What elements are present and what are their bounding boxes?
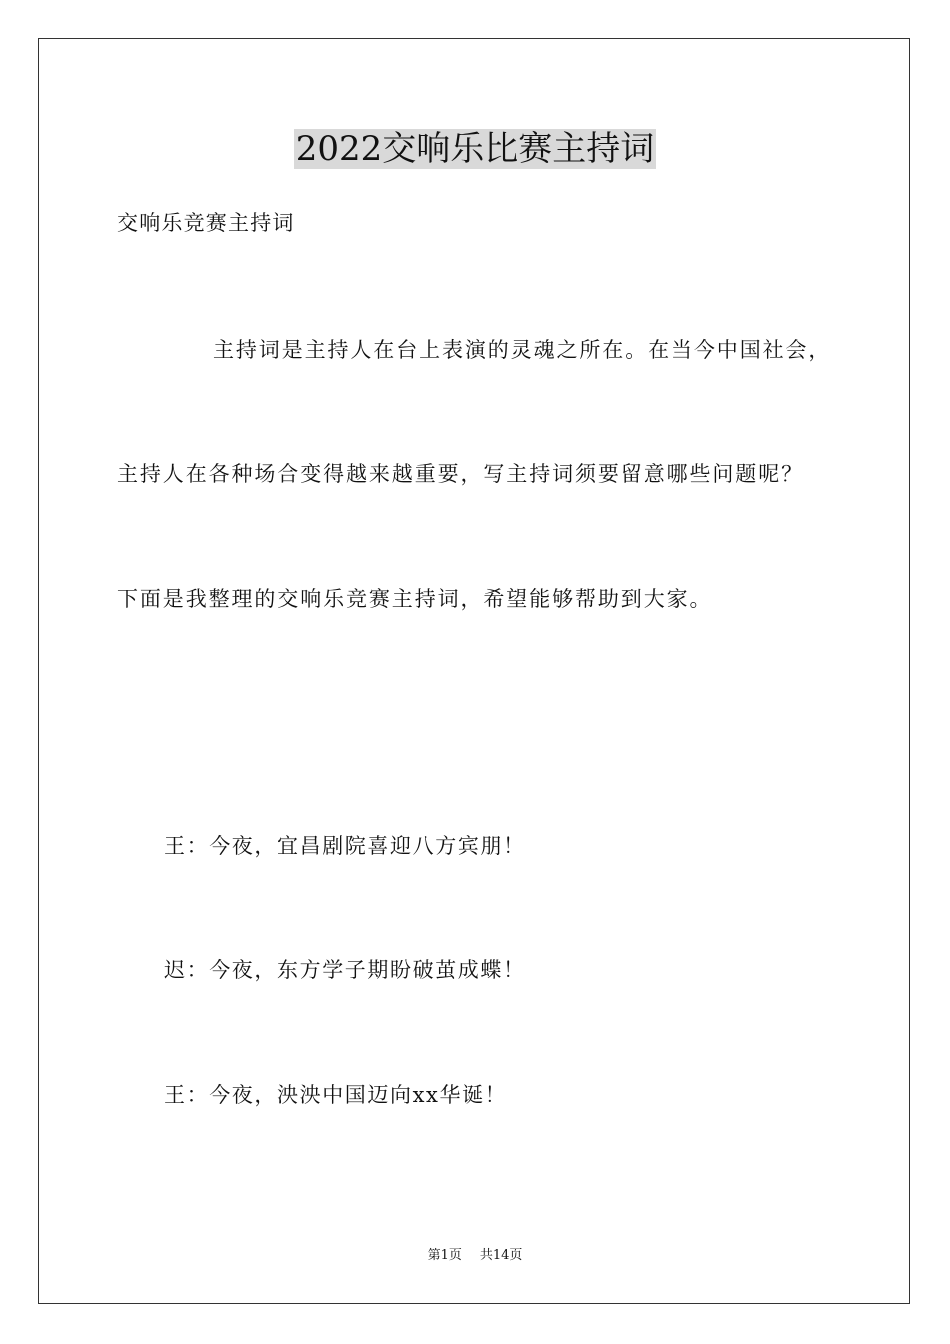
- document-title: [0, 126, 950, 172]
- page-number-current: 第1页: [427, 1248, 462, 1263]
- paragraph-intro-line-3: 下面是我整理的交响乐竞赛主持词，希望能够帮助到大家。: [117, 587, 713, 611]
- document-title-text: 2022交响乐比赛主持词: [295, 129, 655, 169]
- dialogue-line: 王：今夜，泱泱中国迈向xx华诞！: [164, 1083, 508, 1107]
- paragraph-intro-line-1: 主持词是主持人在台上表演的灵魂之所在。在当今中国社会，: [213, 338, 832, 362]
- paragraph-subtitle: 交响乐竞赛主持词: [117, 211, 295, 235]
- dialogue-line: 迟：今夜，东方学子期盼破茧成蝶！: [164, 958, 526, 982]
- dialogue-line: 王：今夜，宜昌剧院喜迎八方宾朋！: [164, 834, 526, 858]
- page-footer: [0, 1247, 950, 1265]
- paragraph-intro-line-2: 主持人在各种场合变得越来越重要，写主持词须要留意哪些问题呢？: [117, 462, 804, 486]
- page-number-total: 共14页: [479, 1248, 523, 1263]
